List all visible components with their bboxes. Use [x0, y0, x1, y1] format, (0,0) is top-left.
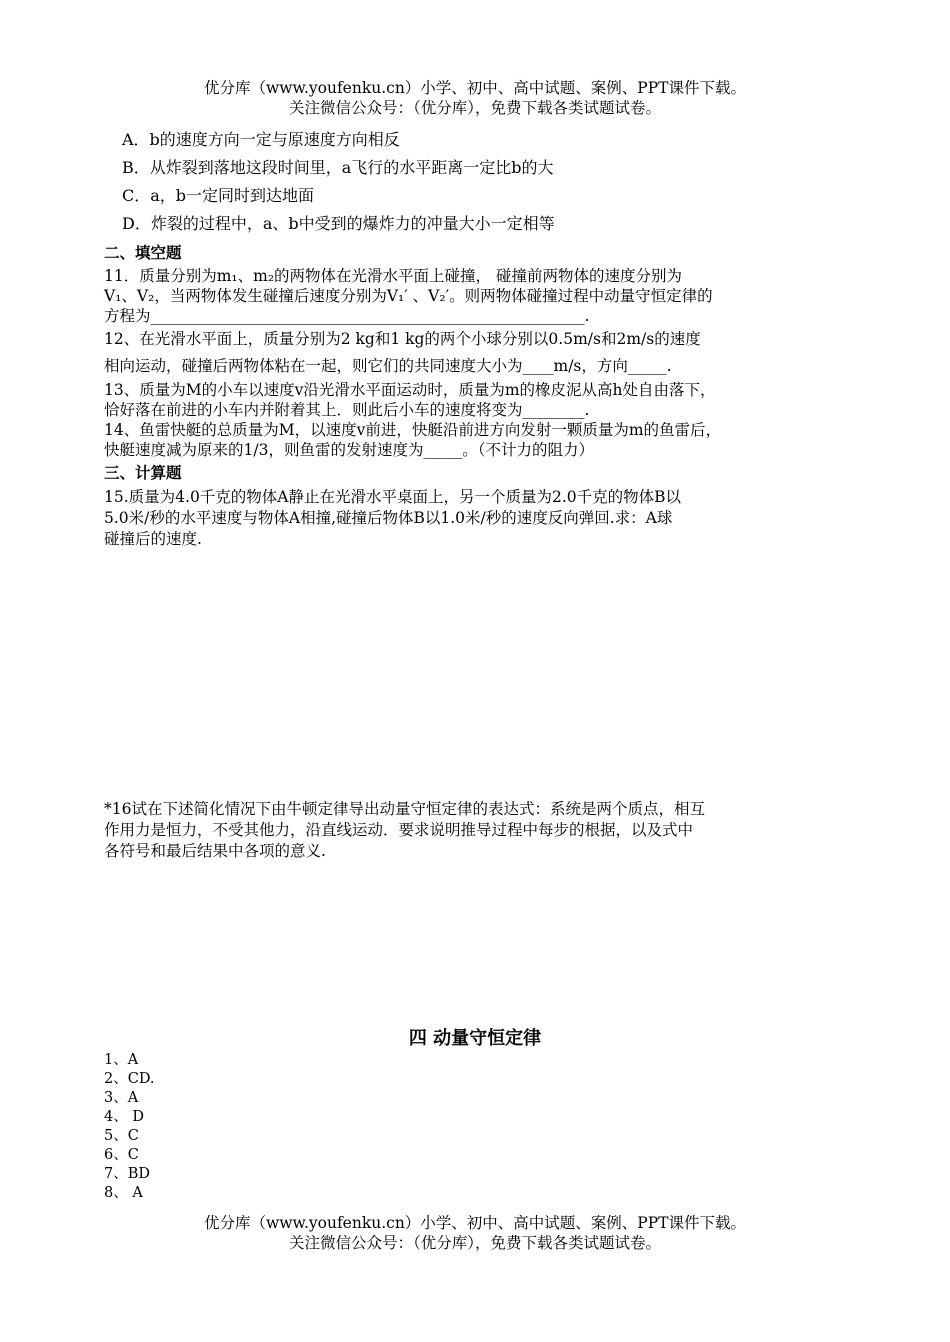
option-c: C．a，b一定同时到达地面: [122, 186, 315, 205]
section-calculation-title: 三、计算题: [104, 464, 182, 482]
question-13-line-2: 恰好落在前进的小车内并附着其上．则此后小车的速度将变为________.: [104, 401, 590, 419]
answer-7: 7、BD: [104, 1166, 151, 1182]
question-12-line-2: 相向运动，碰撞后两物体粘在一起，则它们的共同速度大小为____m/s，方向_____.: [104, 357, 672, 375]
option-a: A．b的速度方向一定与原速度方向相反: [122, 130, 400, 149]
question-15-line-2: 5.0米/秒的水平速度与物体A相撞,碰撞后物体B以1.0米/秒的速度反向弹回.求：A球: [104, 509, 673, 527]
question-11-line-2: V₁、V₂，当两物体发生碰撞后速度分别为V₁′ 、V₂′。则两物体碰撞过程中动量守恒定律的: [104, 287, 713, 305]
question-16-line-1: *16试在下述简化情况下由牛顿定律导出动量守恒定律的表达式：系统是两个质点，相互: [104, 800, 705, 818]
question-11-line-1: 11．质量分别为m₁、m₂的两物体在光滑水平面上碰撞， 碰撞前两物体的速度分别为: [104, 267, 682, 285]
answer-2: 2、CD.: [104, 1071, 155, 1087]
question-15-line-1: 15.质量为4.0千克的物体A静止在光滑水平桌面上，另一个质量为2.0千克的物体B以: [104, 488, 682, 506]
footer-line-1: 优分库（www.youfenku.cn）小学、初中、高中试题、案例、PPT课件下载。: [203, 1214, 747, 1232]
question-14-line-2: 快艇速度减为原来的1/3，则鱼雷的发射速度为_____。（不计力的阻力）: [104, 441, 594, 459]
answer-5: 5、C: [104, 1128, 139, 1144]
question-14-line-1: 14、鱼雷快艇的总质量为M，以速度v前进，快艇沿前进方向发射一颗质量为m的鱼雷后，: [104, 421, 722, 439]
answer-1: 1、A: [104, 1052, 139, 1068]
option-d: D．炸裂的过程中，a、b中受到的爆炸力的冲量大小一定相等: [122, 214, 555, 233]
question-16-line-3: 各符号和最后结果中各项的意义.: [104, 842, 326, 860]
header-line-1: 优分库（www.youfenku.cn）小学、初中、高中试题、案例、PPT课件下载。: [203, 79, 747, 97]
section-fill-in-title: 二、填空题: [104, 244, 182, 262]
answer-3: 3、A: [104, 1090, 139, 1106]
header-line-2: 关注微信公众号：（优分库），免费下载各类试题试卷。: [288, 99, 661, 117]
question-11-line-3: 方程为________________________________________________________.: [104, 307, 590, 325]
question-16-line-2: 作用力是恒力，不受其他力，沿直线运动．要求说明推导过程中每步的根据，以及式中: [104, 821, 694, 839]
question-12-line-1: 12、在光滑水平面上，质量分别为2 kg和1 kg的两个小球分别以0.5m/s和2m/s的速度: [104, 330, 701, 348]
option-b: B．从炸裂到落地这段时间里，a飞行的水平距离一定比b的大: [122, 158, 554, 177]
footer-line-2: 关注微信公众号：（优分库），免费下载各类试题试卷。: [288, 1234, 661, 1252]
question-15-line-3: 碰撞后的速度.: [104, 530, 202, 548]
answer-4: 4、 D: [104, 1109, 144, 1125]
answer-8: 8、 A: [104, 1185, 143, 1201]
answer-6: 6、C: [104, 1147, 139, 1163]
question-13-line-1: 13、质量为M的小车以速度v沿光滑水平面运动时，质量为m的橡皮泥从高h处自由落下，: [104, 381, 716, 399]
answers-title: 四 动量守恒定律: [408, 1028, 542, 1049]
